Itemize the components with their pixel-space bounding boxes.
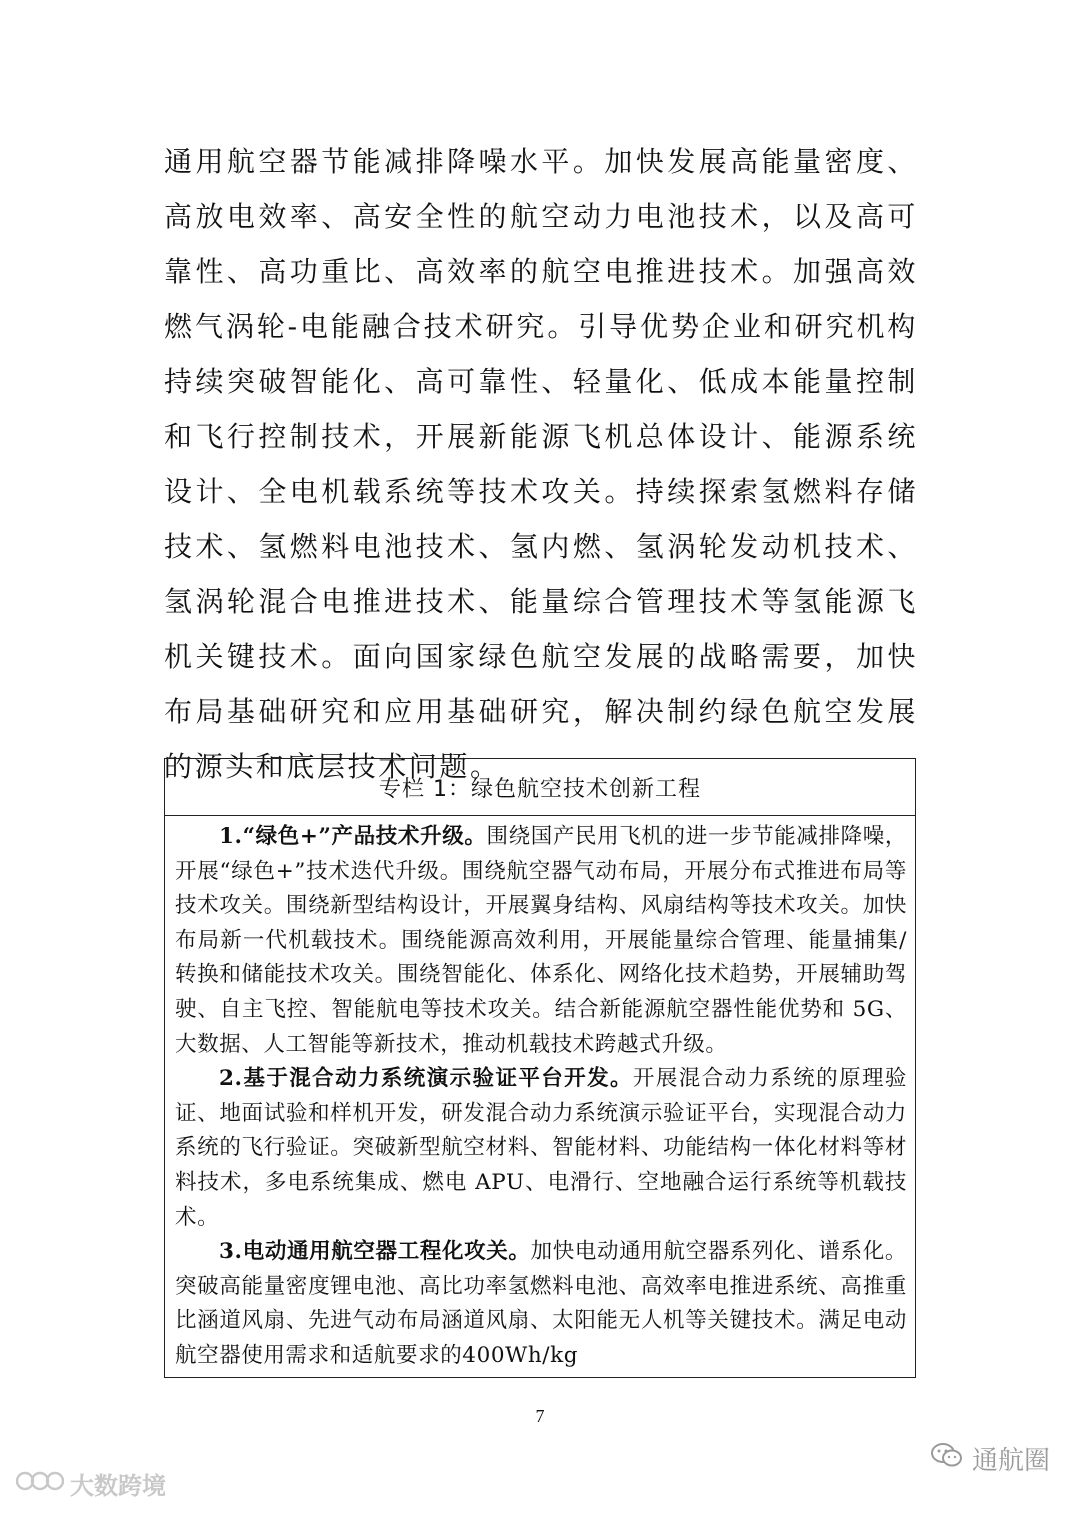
wechat-icon [930, 1441, 964, 1476]
body-paragraph: 通用航空器节能减排降噪水平。加快发展高能量密度、高放电效率、高安全性的航空动力电池技术，以及高可靠性、高功重比、高效率的航空电推进技术。加强高效燃气涡轮-电能融合技术研究。引导优势企业和研究机构持续突破智能化、高可靠性、轻量化、低成本能量控制和飞行控制技术，开展新能源飞机总体设计、能源系统设计、全电机载系统等技术攻关。持续探索氢燃料存储技术、氢燃料电池技术、氢内燃、氢涡轮发动机技术、氢涡轮混合电推进技术、能量综合管理技术等氢能源飞机关键技术。面向国家绿色航空发展的战略需要，加快布局基础研究和应用基础研究，解决制约绿色航空发展的源头和底层技术问题。 [164, 145, 918, 783]
watermark-right [930, 1440, 1050, 1477]
column-item-1 [175, 820, 907, 1062]
column-item-text: 加快电动通用航空器系列化、谱系化。突破高能量密度锂电池、高比功率氢燃料电池、高效率电推进系统、高推重比涵道风扇、先进气动布局涵道风扇、太阳能无人机等关键技术。满足电动航空器使用需求和适航要求的400Wh/kg [175, 1239, 907, 1368]
column-box [164, 758, 916, 1378]
page-number: 7 [535, 1406, 545, 1426]
column-box-content [165, 816, 915, 1374]
column-item-2 [175, 1062, 907, 1235]
column-item-heading: 3.电动通用航空器工程化攻关。 [219, 1239, 531, 1265]
watermark-left-text: 大数跨境 [70, 1472, 166, 1500]
column-item-heading: 1.“绿色+”产品技术升级。 [219, 824, 487, 849]
column-item-text: 开展混合动力系统的原理验证、地面试验和样机开发，研发混合动力系统演示验证平台，实现混合动力系统的飞行验证。突破新型航空材料、智能材料、功能结构一体化材料等材料技术，多电系统集成、燃电 APU、电滑行、空地融合运行系统等机载技术。 [175, 1066, 907, 1230]
body-text [164, 134, 918, 794]
watermark-left [16, 1466, 166, 1501]
column-item-text: 围绕国产民用飞机的进一步节能减排降噪，开展“绿色+”技术迭代升级。围绕航空器气动布局，开展分布式推进布局等技术攻关。围绕新型结构设计，开展翼身结构、风扇结构等技术攻关。加快布局新一代机载技术。围绕能源高效利用，开展能量综合管理、能量捕集/转换和储能技术攻关。围绕智能化、体系化、网络化技术趋势，开展辅助驾驶、自主飞控、智能航电等技术攻关。结合新能源航空器性能优势和 5G、大数据、人工智能等新技术，推动机载技术跨越式升级。 [175, 824, 908, 1057]
column-item-heading: 2.基于混合动力系统演示验证平台开发。 [219, 1066, 633, 1092]
watermark-right-text: 通航圈 [971, 1446, 1050, 1476]
column-box-title: 专栏 1：绿色航空技术创新工程 [165, 759, 915, 816]
watermark-logo-icon [16, 1469, 64, 1499]
column-item-3 [175, 1235, 907, 1373]
